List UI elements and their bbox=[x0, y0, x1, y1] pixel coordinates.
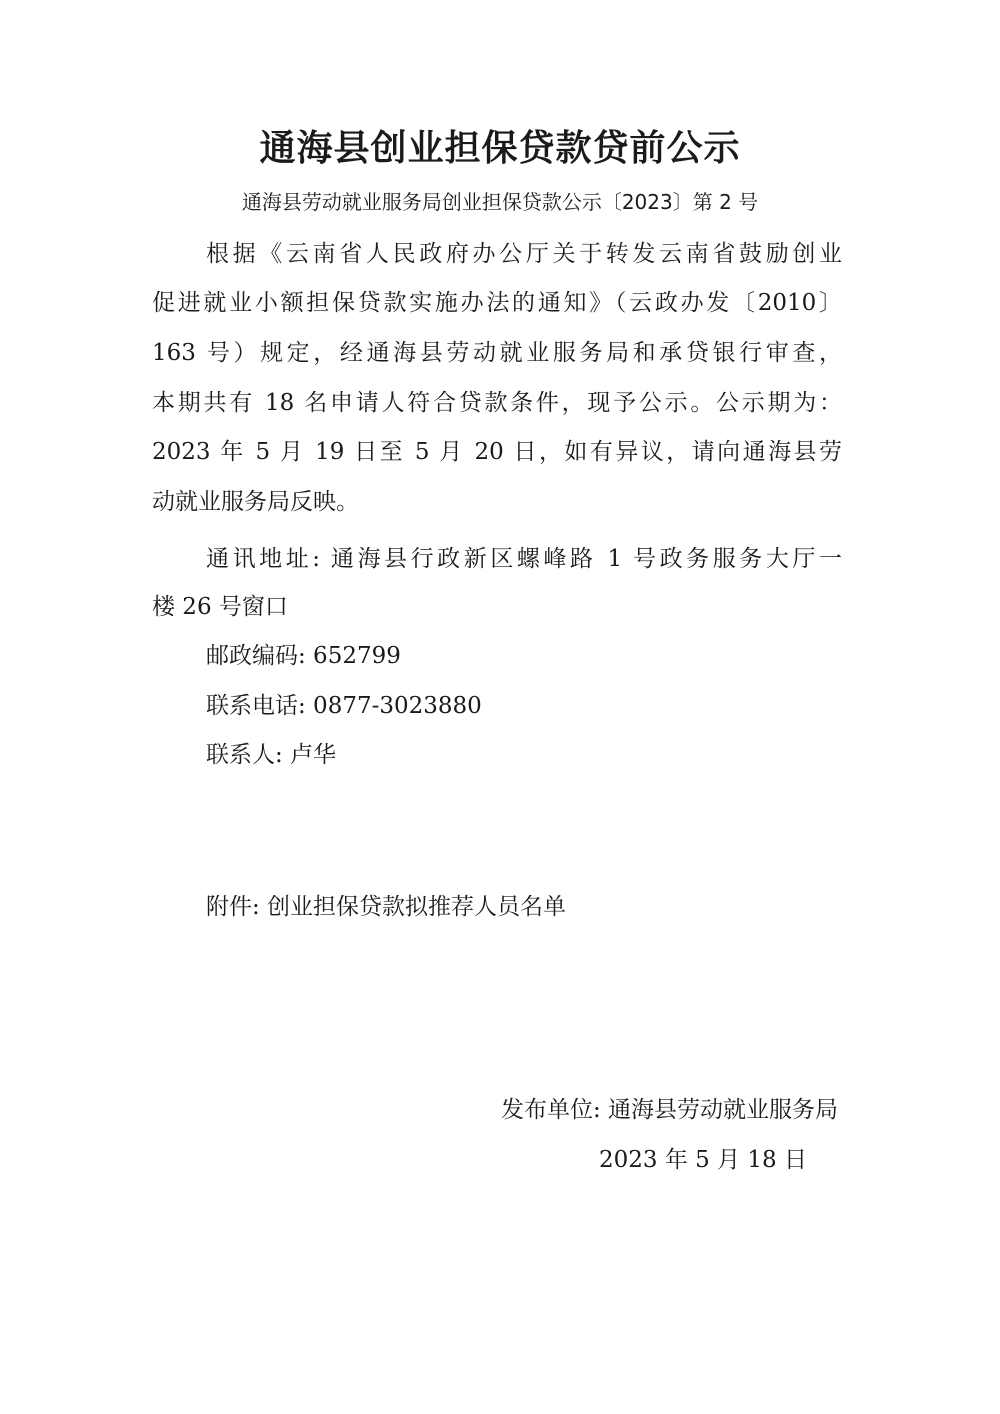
publisher: 发布单位: 通海县劳动就业服务局 bbox=[500, 1097, 838, 1123]
attachment-note: 附件: 创业担保贷款拟推荐人员名单 bbox=[206, 894, 567, 920]
document-title: 通海县创业担保贷款贷前公示 bbox=[259, 127, 741, 169]
publish-date: 2023 年 5 月 18 日 bbox=[599, 1147, 807, 1173]
postcode: 邮政编码: 652799 bbox=[206, 643, 401, 669]
paragraph-line: 本期共有 18 名申请人符合贷款条件，现予公示。公示期为： bbox=[152, 390, 842, 416]
contact-person: 联系人: 卢华 bbox=[206, 742, 337, 768]
paragraph-line: 促进就业小额担保贷款实施办法的通知》（云政办发〔2010〕 bbox=[152, 290, 842, 316]
paragraph-line: 163 号）规定，经通海县劳动就业服务局和承贷银行审查， bbox=[152, 340, 842, 366]
paragraph-line: 2023 年 5 月 19 日至 5 月 20 日，如有异议，请向通海县劳 bbox=[152, 439, 842, 465]
phone-number: 联系电话: 0877-3023880 bbox=[206, 693, 482, 719]
paragraph-line: 动就业服务局反映。 bbox=[152, 489, 359, 515]
address-line: 楼 26 号窗口 bbox=[152, 594, 288, 620]
address-line: 通讯地址: 通海县行政新区螺峰路 1 号政务服务大厅一 bbox=[206, 546, 842, 572]
paragraph-line: 根据《云南省人民政府办公厅关于转发云南省鼓励创业 bbox=[206, 241, 842, 267]
document-number: 通海县劳动就业服务局创业担保贷款公示〔2023〕第 2 号 bbox=[241, 190, 759, 214]
